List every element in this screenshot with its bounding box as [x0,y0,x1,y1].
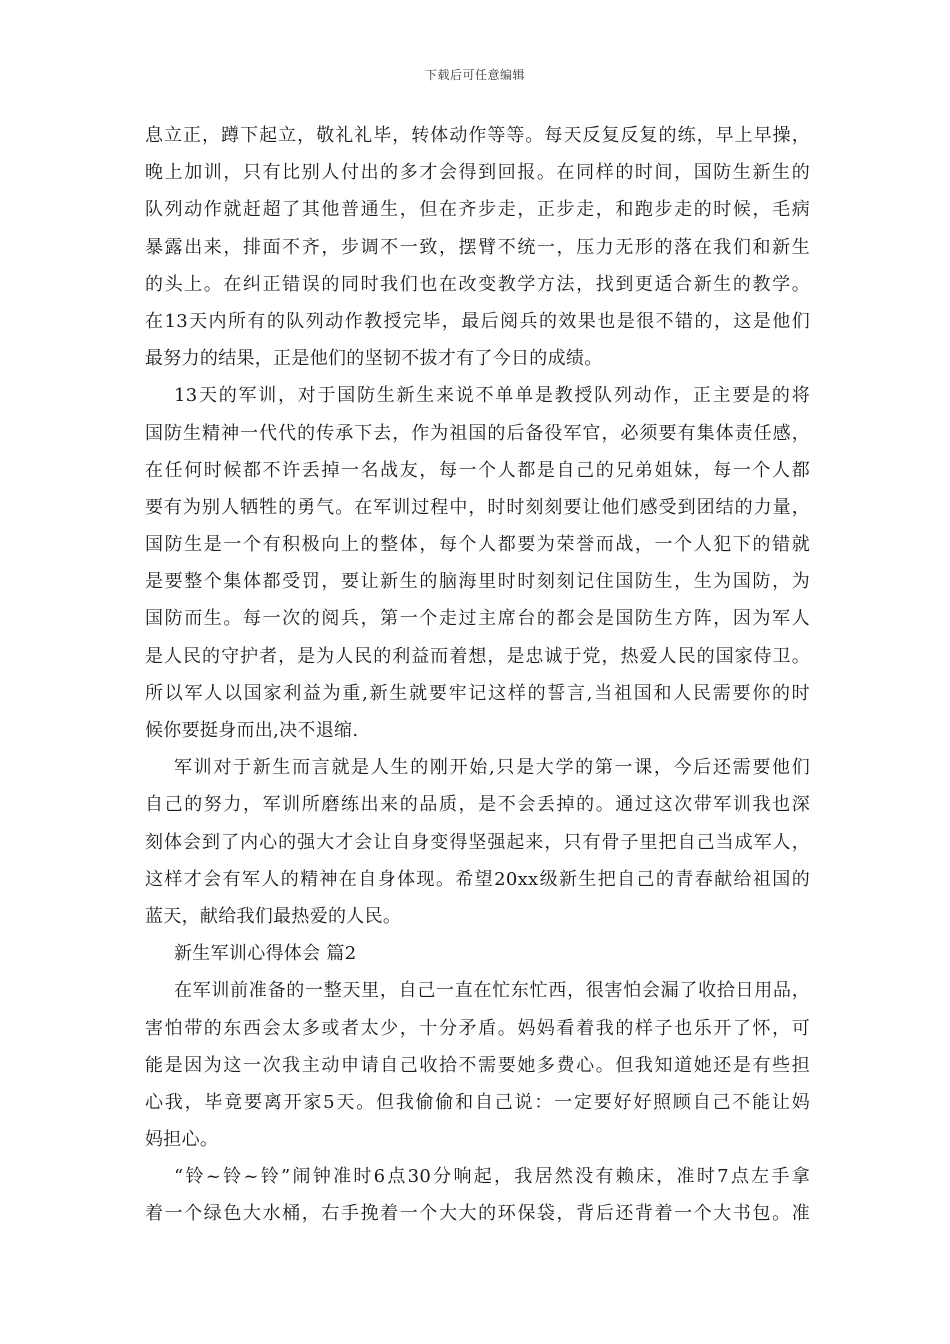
text-line: 国防生精神一代代的传承下去，作为祖国的后备役军官，必须要有集体责任感， [145,422,810,444]
text-line: 在13天内所有的队列动作教授完毕，最后阅兵的效果也是很不错的，这是他们 [145,310,810,332]
document-body [145,117,810,1233]
text-line: 蓝天，献给我们最热爱的人民。 [145,905,402,927]
text-line: 13天的军训，对于国防生新生来说不单单是教授队列动作，正主要是的将 [174,385,810,407]
text-line: 妈担心。 [145,1129,219,1151]
text-line: 所以军人以国家利益为重,新生就要牢记这样的誓言,当祖国和人民需要你的时 [145,682,810,704]
text-line: 自己的努力，军训所磨练出来的品质，是不会丢掉的。通过这次带军训我也深 [145,794,810,816]
text-line: 是要整个集体都受罚，要让新生的脑海里时时刻刻记住国防生，生为国防，为 [145,571,810,593]
page-header: 下载后可任意编辑 [424,68,525,82]
text-line: 国防而生。每一次的阅兵，第一个走过主席台的都会是国防生方阵，因为军人 [145,608,810,630]
text-line: 候你要挺身而出,决不退缩. [145,720,359,741]
text-line: 国防生是一个有积极向上的整体，每个人都要为荣誉而战，一个人犯下的错就 [145,534,810,556]
text-line: 最努力的结果，正是他们的坚韧不拔才有了今日的成绩。 [145,348,603,370]
text-line: 的头上。在纠正错误的同时我们也在改变教学方法，找到更适合新生的教学。 [145,273,810,295]
text-line: 害怕带的东西会太多或者太少，十分矛盾。妈妈看着我的样子也乐开了怀，可 [145,1017,810,1039]
text-line: 是人民的守护者，是为人民的利益而着想，是忠诚于党，热爱人民的国家侍卫。 [145,645,810,667]
text-line: 息立正，蹲下起立，敬礼礼毕，转体动作等等。每天反复反复的练，早上早操， [145,125,810,146]
text-line: “铃~铃~铃”闹钟准时6点30分响起，我居然没有赖床，准时7点左手拿 [174,1166,810,1188]
text-line: 队列动作就赶超了其他普通生，但在齐步走，正步走，和跑步走的时候，毛病 [145,199,810,221]
text-line: 这样才会有军人的精神在自身体现。希望20xx级新生把自己的青春献给祖国的 [145,868,810,890]
text-line: 晚上加训，只有比别人付出的多才会得到回报。在同样的时间，国防生新生的 [145,162,810,184]
text-line: 刻体会到了内心的强大才会让自身变得坚强起来，只有骨子里把自己当成军人， [145,831,810,853]
text-line: 能是因为这一次我主动申请自己收拾不需要她多费心。但我知道她还是有些担 [145,1054,810,1076]
text-line: 要有为别人牺牲的勇气。在军训过程中，时时刻刻要让他们感受到团结的力量， [145,496,810,518]
text-line: 军训对于新生而言就是人生的刚开始,只是大学的第一课，今后还需要他们 [174,757,810,779]
text-line: 在任何时候都不许丢掉一名战友，每一个人都是自己的兄弟姐妹，每一个人都 [145,459,810,481]
text-line: 新生军训心得体会 篇2 [174,943,357,965]
text-line: 心我，毕竟要离开家5天。但我偷偷和自己说：一定要好好照顾自己不能让妈 [145,1091,810,1113]
text-line: 在军训前准备的一整天里，自己一直在忙东忙西，很害怕会漏了收拾日用品， [174,980,810,1002]
text-line: 着一个绿色大水桶，右手挽着一个大大的环保袋，背后还背着一个大书包。准 [145,1203,810,1225]
text-line: 暴露出来，排面不齐，步调不一致，摆臂不统一，压力无形的落在我们和新生 [145,236,810,258]
